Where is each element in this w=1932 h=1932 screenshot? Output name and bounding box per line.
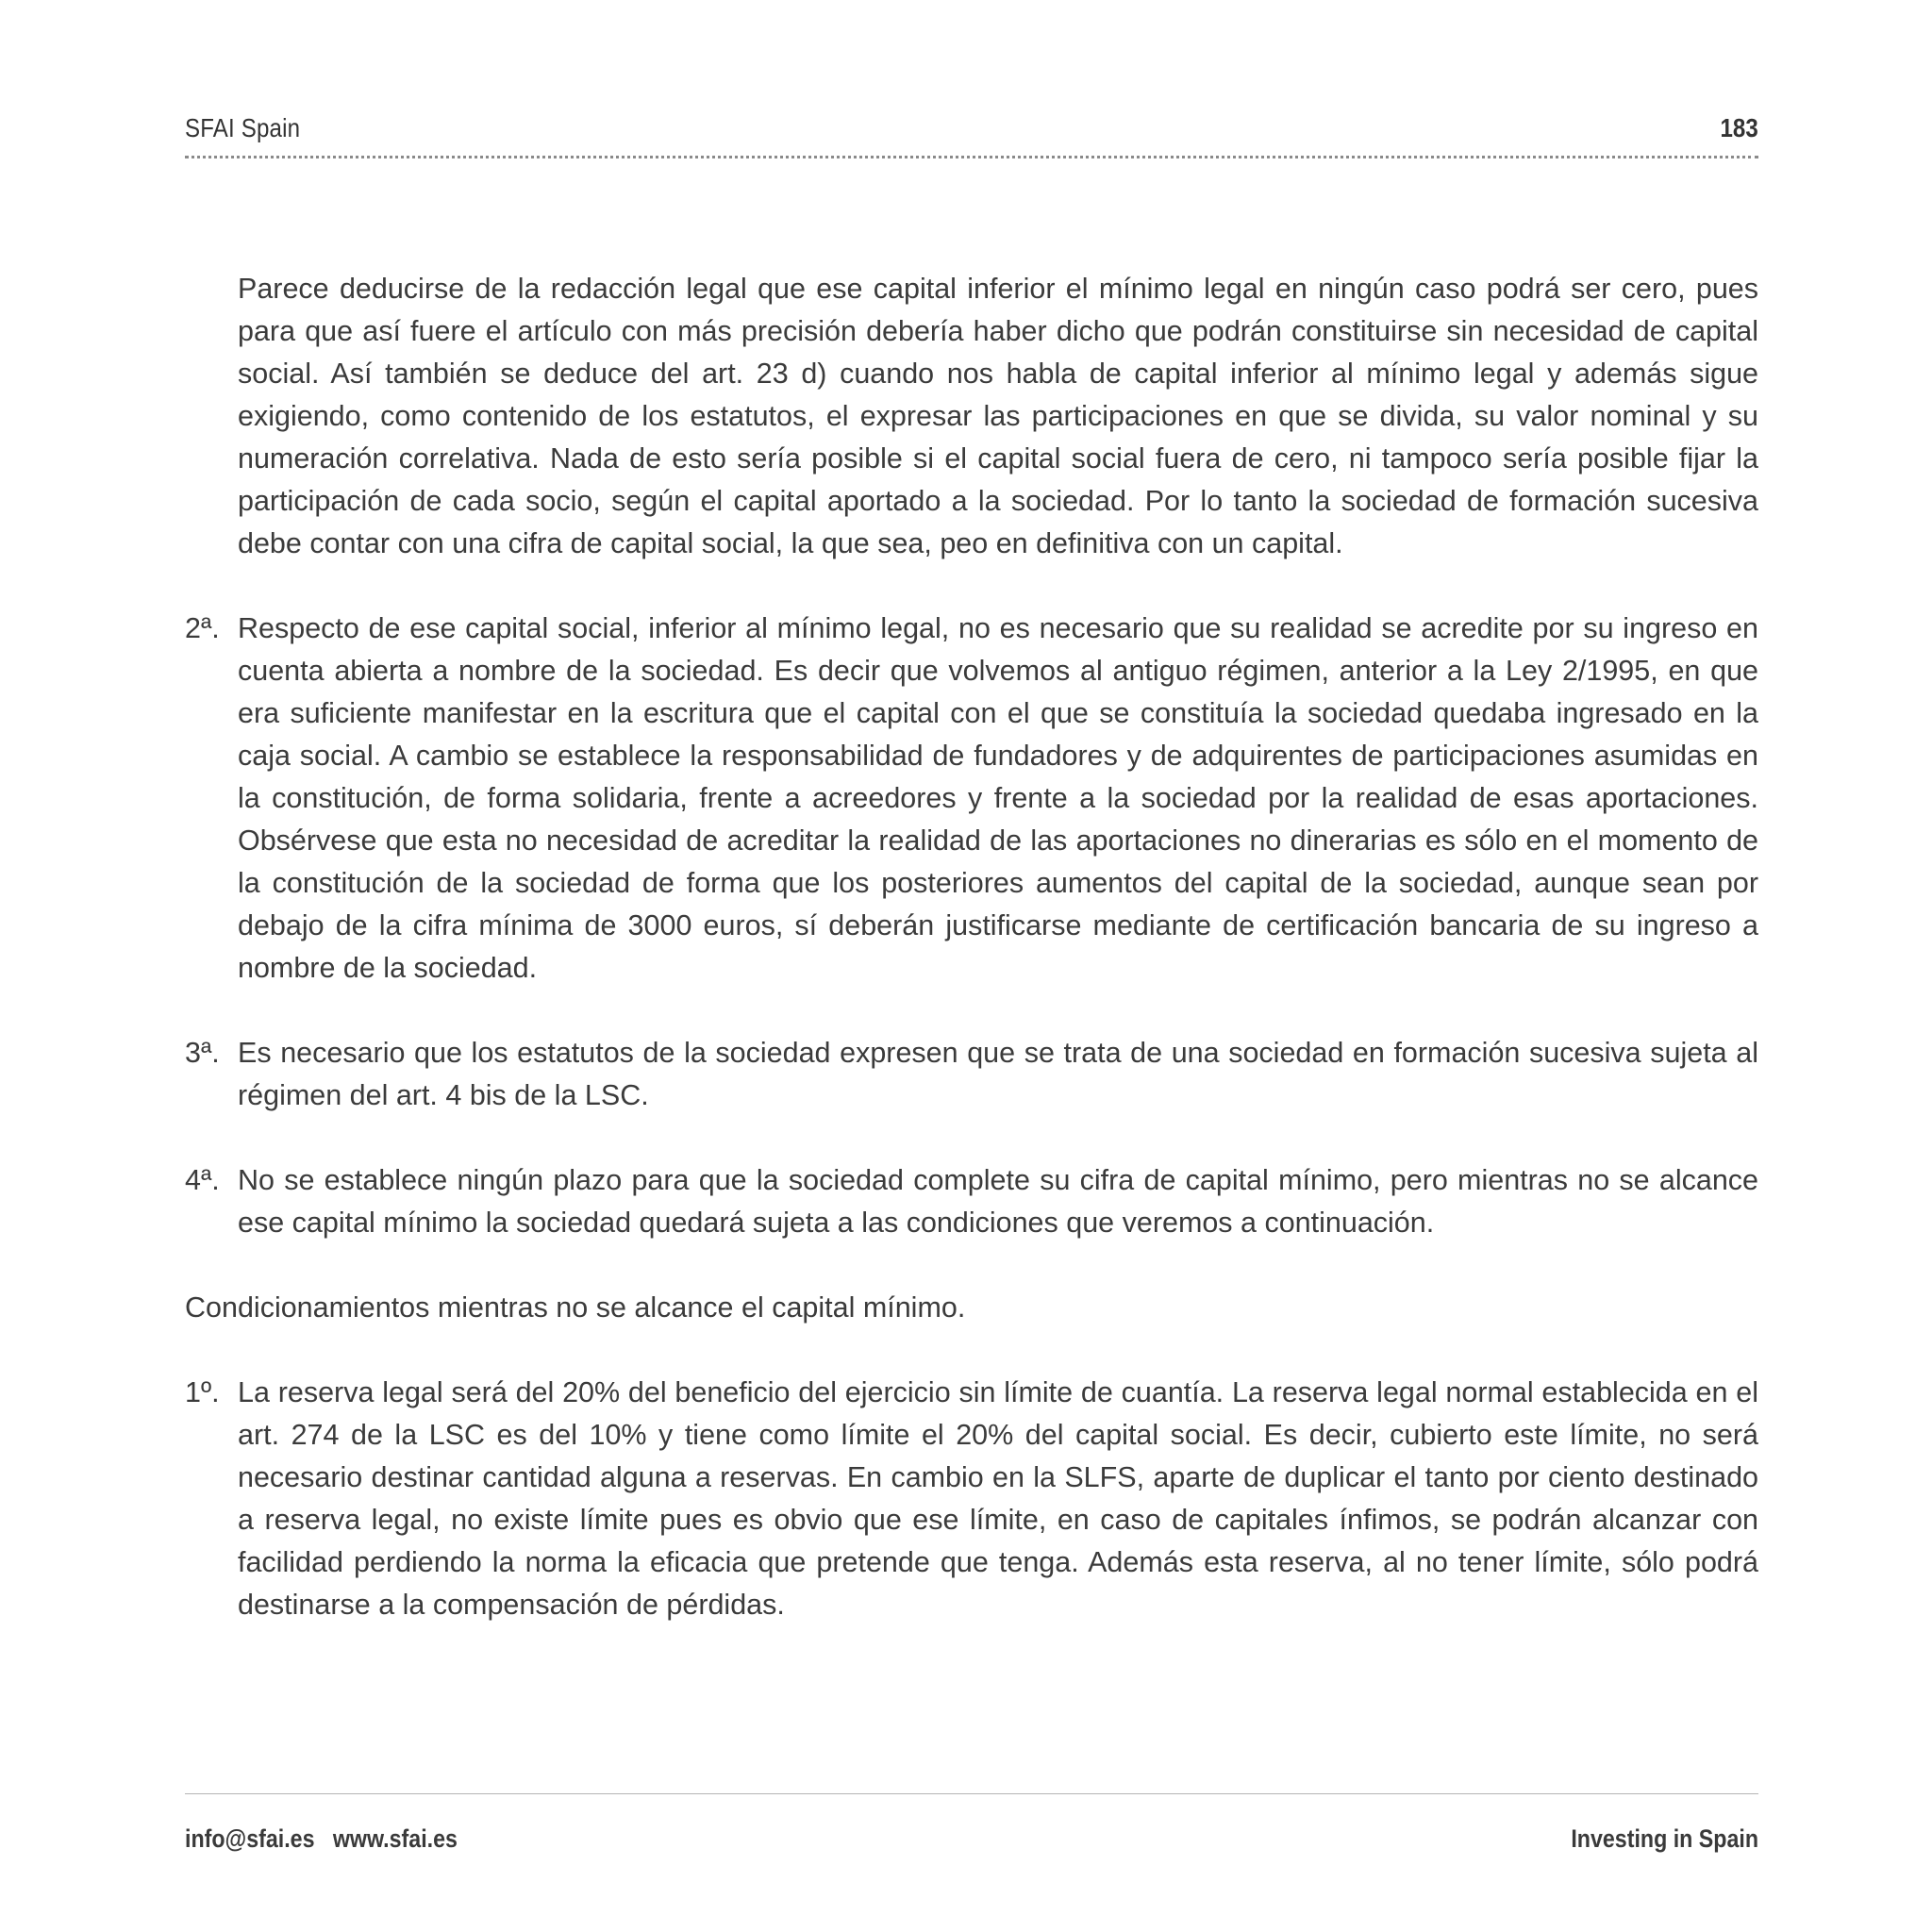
condition-item-text: La reserva legal será del 20% del beneficio del ejercicio sin límite de cuantía. La reserva legal normal establecida en el art. 274 de la LSC es del 10% y tiene como límite el 20% del capital social. Es decir, cubierto este límite, no será necesario destinar cantidad alguna a reservas. En cambio en la SLFS, aparte de duplicar el tanto por ciento destinado a reserva legal, no existe límite pues es obvio que ese límite, en caso de capitales ínfimos, se podrán alcanzar con facilidad perdiendo la norma la eficacia que pretende que tenga. Además esta reserva, al no tener límite, sólo podrá destinarse a la compensación de pérdidas. <box>238 1376 1758 1621</box>
page-header <box>185 106 1758 162</box>
list-item <box>185 608 1758 990</box>
list-item-number: 2ª. <box>185 612 220 644</box>
footer-divider <box>185 1793 1758 1794</box>
list-item <box>185 1159 1758 1244</box>
footer-email[interactable]: info@sfai.es <box>185 1824 315 1853</box>
list-item-text: Respecto de ese capital social, inferior al mínimo legal, no es necesario que su realidad se acredite por su ingreso en cuenta abierta a nombre de la sociedad. Es decir que volvemos al antiguo régimen, anterior a la Ley 2/1995, en que era suficiente manifestar en la escritura que el capital con el que se constituía la sociedad quedaba ingresado en la caja social. A cambio se establece la responsabilidad de fundadores y de adquirentes de participaciones asumidas en la constitución, de forma solidaria, frente a acreedores y frente a la sociedad por la realidad de esas aportaciones. Obsérvese que esta no necesidad de acreditar la realidad de las aportaciones no dinerarias es sólo en el momento de la constitución de la sociedad de forma que los posteriores aumentos del capital de la sociedad, aunque sean por debajo de la cifra mínima de 3000 euros, sí deberán justificarse mediante de certificación bancaria de su ingreso a nombre de la sociedad. <box>238 612 1758 984</box>
list-item-number: 3ª. <box>185 1037 220 1069</box>
list-item-number: 4ª. <box>185 1164 220 1196</box>
header-dotted-divider <box>185 156 1758 158</box>
page-body <box>185 268 1758 1669</box>
condition-item <box>185 1372 1758 1626</box>
footer-website[interactable]: www.sfai.es <box>332 1824 458 1853</box>
page-number: 183 <box>1720 113 1758 142</box>
footer-contact <box>185 1824 458 1854</box>
intro-paragraph: Parece deducirse de la redacción legal que ese capital inferior el mínimo legal en ningún caso podrá ser cero, pues para que así fuere el artículo con más precisión debería haber dicho que podrán constituirse sin necesidad de capital social. Así también se deduce del art. 23 d) cuando nos habla de capital inferior al mínimo legal y además sigue exigiendo, como contenido de los estatutos, el expresar las participaciones en que se divida, su valor nominal y su numeración correlativa. Nada de esto sería posible si el capital social fuera de cero, ni tampoco sería posible fijar la participación de cada socio, según el capital aportado a la sociedad. Por lo tanto la sociedad de formación sucesiva debe contar con una cifra de capital social, la que sea, peo en definitiva con un capital. <box>238 273 1758 559</box>
header-title: SFAI Spain <box>185 113 301 142</box>
condition-item-number: 1º. <box>185 1376 220 1408</box>
list-item-text: Es necesario que los estatutos de la sociedad expresen que se trata de una sociedad en formación sucesiva sujeta al régimen del art. 4 bis de la LSC. <box>238 1037 1758 1111</box>
section-heading: Condicionamientos mientras no se alcance el capital mínimo. <box>185 1291 966 1324</box>
footer-tagline: Investing in Spain <box>1571 1824 1758 1853</box>
list-item-text: No se establece ningún plazo para que la sociedad complete su cifra de capital mínimo, pero mientras no se alcance ese capital mínimo la sociedad quedará sujeta a las condiciones que veremos a continuación. <box>238 1164 1758 1239</box>
list-item <box>185 1032 1758 1117</box>
